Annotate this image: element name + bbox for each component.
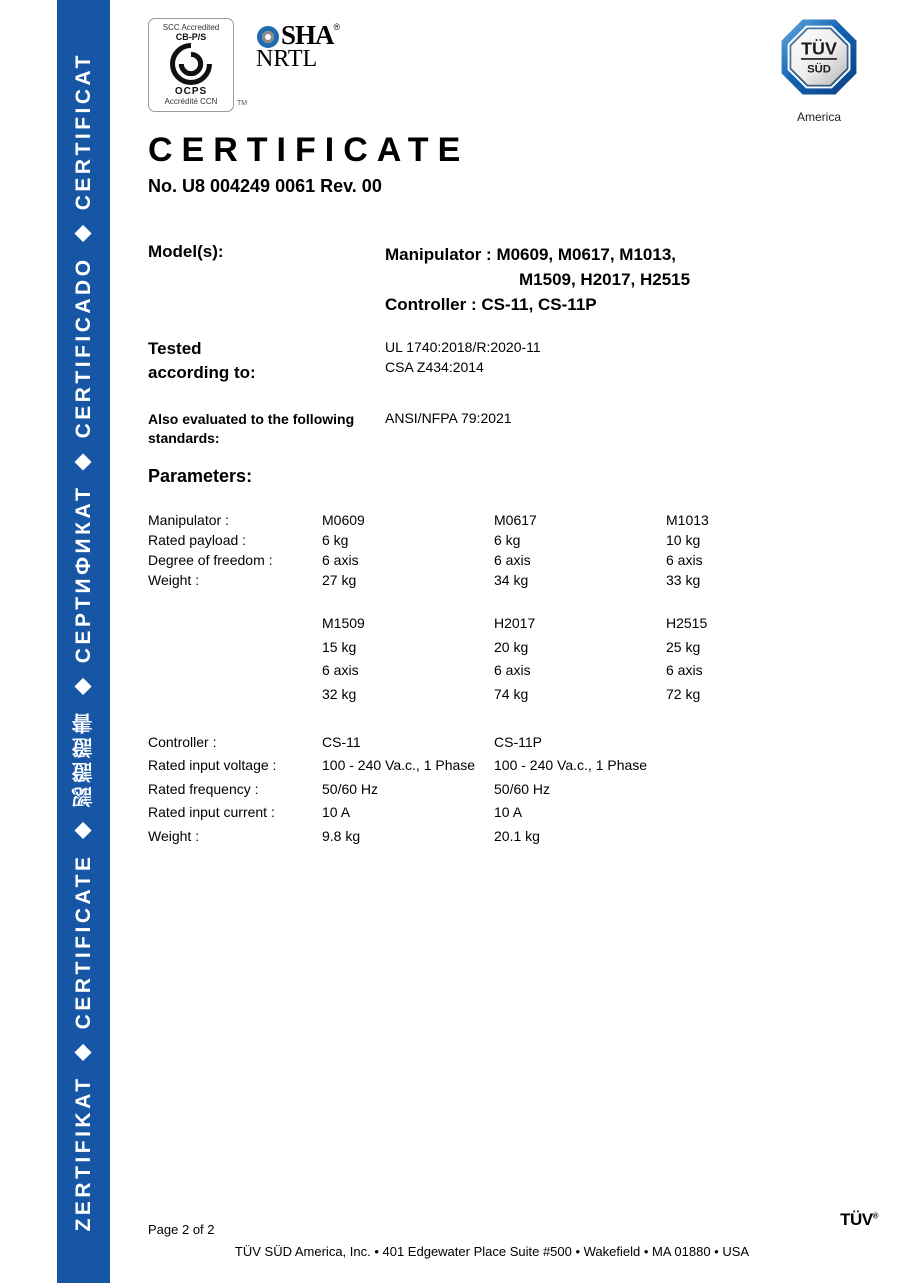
cell: 9.8 kg: [322, 827, 361, 844]
table-row: [148, 659, 838, 683]
row-label: Manipulator :: [148, 512, 229, 528]
manipulator-table-block1: [148, 510, 838, 590]
cell: CS-11P: [494, 734, 542, 750]
models-values: [385, 242, 690, 317]
cell: 6 axis: [666, 662, 703, 679]
row-label: Rated input voltage :: [148, 757, 277, 774]
models-label: Model(s):: [148, 242, 224, 261]
cell: M1013: [666, 512, 709, 528]
scc-trademark-symbol: TM: [237, 100, 248, 107]
scc-accreditation-logo: [148, 18, 234, 112]
cell: H2515: [666, 615, 708, 631]
scc-accredited-label: SCC Accredited: [162, 23, 220, 32]
table-row: [148, 510, 838, 530]
row-label: Controller :: [148, 734, 217, 750]
table-row: [148, 636, 838, 660]
table-row: [148, 731, 666, 754]
cell: M0609: [322, 512, 365, 528]
company-address: TÜV SÜD America, Inc. • 401 Edgewater Place Suite #500 • Wakefield • MA 01880 • USA: [234, 1244, 750, 1259]
cell: 32 kg: [322, 685, 357, 702]
cell: 50/60 Hz: [494, 780, 551, 797]
cell: 72 kg: [666, 685, 701, 702]
row-label: Weight :: [148, 572, 200, 588]
cell: 6 axis: [322, 662, 359, 679]
cell: 33 kg: [666, 572, 701, 588]
ocps-spiral-icon: [170, 43, 212, 85]
vertical-certificate-band-text: ZERTIFIKAT ◆ CERTIFICATE ◆ 認證證書 ◆ СЕРТИФИКАТ ◆ CERTIFICADO ◆ CERTIFICAT: [71, 51, 95, 1232]
cell: 10 kg: [666, 532, 701, 548]
row-label: Degree of freedom :: [148, 552, 273, 568]
also-evaluated-label: Also evaluated to the following standards:: [148, 411, 355, 446]
cell: 10 A: [494, 804, 523, 821]
also-evaluated-standard: ANSI/NFPA 79:2021: [385, 410, 512, 426]
certificate-number: No. U8 004249 0061 Rev. 00: [148, 176, 382, 196]
vertical-certificate-band: [57, 0, 110, 1283]
row-label: Rated payload :: [148, 532, 247, 548]
cell: 6 axis: [666, 552, 703, 568]
tuv-sud-logo: [780, 18, 858, 124]
cell: CS-11: [322, 734, 361, 750]
osha-o-ring-icon: [256, 24, 280, 48]
cell: 100 - 240 Va.c., 1 Phase: [494, 757, 648, 774]
cell: 6 kg: [494, 532, 521, 548]
tuv-logo-bottom-text: SÜD: [807, 63, 831, 76]
table-row: [148, 550, 838, 570]
table-row: [148, 530, 838, 550]
table-row: [148, 570, 838, 590]
cell: 20 kg: [494, 638, 529, 655]
nrtl-wordmark: NRTL: [256, 46, 318, 72]
tuv-region-label: America: [796, 110, 841, 124]
table-row: [148, 612, 838, 636]
cell: 27 kg: [322, 572, 357, 588]
cell: 6 axis: [494, 552, 531, 568]
models-manipulator-line2: M1509, H2017, H2515: [519, 270, 691, 289]
cell: 10 A: [322, 804, 351, 821]
registered-symbol: ®: [872, 1211, 878, 1221]
cell: H2017: [494, 615, 536, 631]
row-label: Rated frequency :: [148, 780, 259, 797]
tested-standard-2: CSA Z434:2014: [385, 359, 484, 375]
manipulator-table-block2: [148, 612, 838, 706]
table-row: [148, 778, 666, 801]
osha-wordmark: SHA: [281, 20, 334, 50]
scc-accredite-ccn-label: Accrédité CCN: [164, 97, 218, 106]
row-label: Weight :: [148, 827, 200, 844]
controller-table: [148, 731, 666, 848]
cell: 74 kg: [494, 685, 529, 702]
models-manipulator-line: Manipulator : M0609, M0617, M1013,: [385, 245, 676, 264]
cell: 50/60 Hz: [322, 780, 379, 797]
table-row: [148, 754, 666, 777]
tested-standard-1: UL 1740:2018/R:2020-11: [385, 339, 541, 355]
cell: 20.1 kg: [494, 827, 540, 844]
cell: M1509: [322, 615, 365, 631]
cell: 6 axis: [322, 552, 359, 568]
cell: 25 kg: [666, 638, 701, 655]
table-row: [148, 683, 838, 707]
cell: M0617: [494, 512, 537, 528]
osha-nrtl-logo: [256, 22, 340, 71]
parameters-heading: Parameters:: [148, 466, 253, 486]
tuv-footer-wordmark: TÜV: [840, 1210, 873, 1229]
cell: 6 axis: [494, 662, 531, 679]
osha-registered-symbol: ®: [333, 22, 341, 32]
tested-according-to-label: Tested according to:: [148, 339, 256, 382]
table-row: [148, 801, 666, 824]
page-number: Page 2 of 2: [148, 1222, 215, 1237]
tuv-sud-octagon-icon: [780, 18, 858, 96]
cell: 15 kg: [322, 638, 357, 655]
cell: 100 - 240 Va.c., 1 Phase: [322, 757, 476, 774]
tuv-footer-mark: [840, 1210, 878, 1230]
models-controller-line: Controller : CS-11, CS-11P: [385, 295, 597, 314]
cell: 6 kg: [322, 532, 349, 548]
scc-ocps-label: OCPS: [174, 86, 208, 97]
tested-standards: [385, 337, 541, 377]
cell: 34 kg: [494, 572, 529, 588]
table-row: [148, 825, 666, 848]
certificate-title: CERTIFICATE: [148, 131, 470, 169]
scc-cbps-label: CB-P/S: [175, 32, 207, 42]
tuv-logo-top-text: TÜV: [801, 38, 837, 59]
row-label: Rated input current :: [148, 804, 275, 821]
